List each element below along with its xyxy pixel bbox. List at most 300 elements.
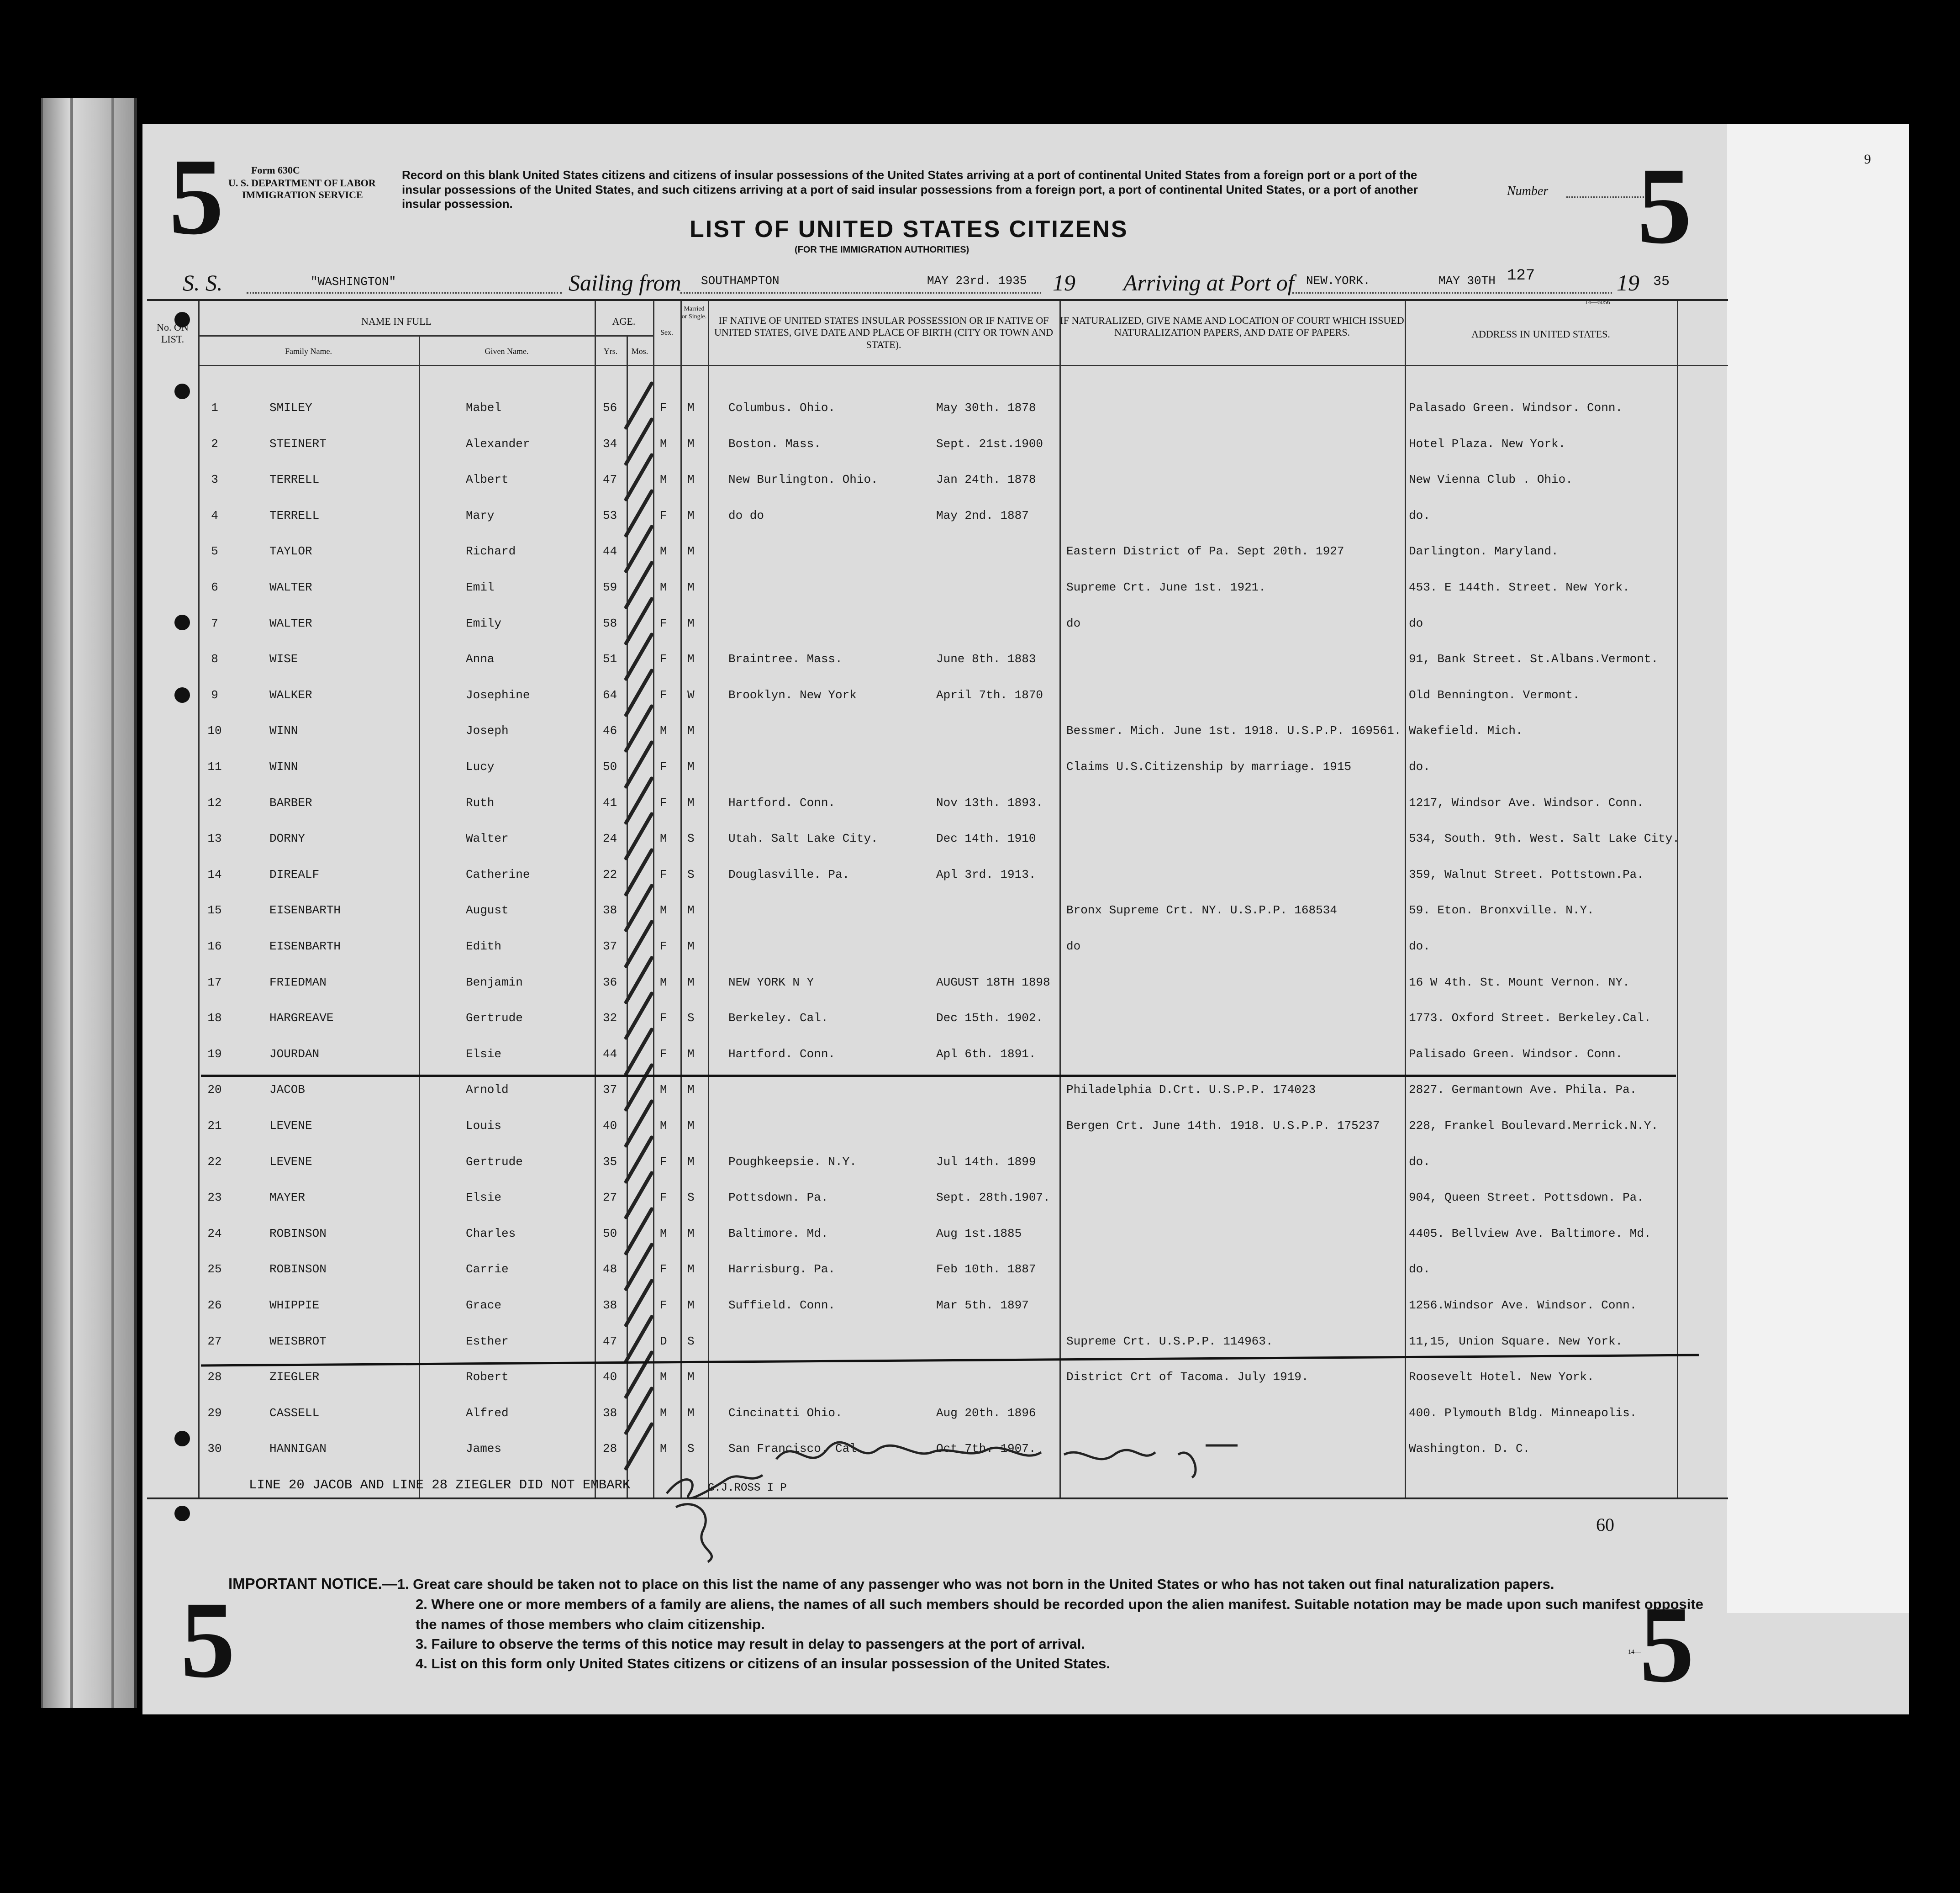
address: Palisado Green. Windsor. Conn.: [1409, 1047, 1623, 1061]
marital-status: M: [687, 401, 695, 415]
row-number: 5: [211, 544, 218, 559]
age-years: 38: [603, 903, 617, 917]
sailing-label: Sailing from: [569, 270, 681, 295]
sailing-field: [680, 292, 1041, 294]
col-name-header: NAME IN FULL: [361, 316, 432, 327]
important-notice: [228, 1573, 1703, 1674]
age-years: 38: [603, 1298, 617, 1312]
family-name: FRIEDMAN: [269, 975, 327, 989]
given-name: Elsie: [466, 1191, 502, 1205]
sex: F: [660, 1298, 667, 1312]
row-number: 26: [207, 1298, 222, 1312]
row-number: 4: [211, 508, 218, 522]
sex: M: [660, 1119, 667, 1133]
marital-status: M: [687, 975, 695, 989]
handwritten-marks: [767, 1432, 1270, 1482]
family-name: LEVENE: [269, 1155, 312, 1169]
family-name: JACOB: [269, 1083, 306, 1097]
naturalization: Supreme Crt. June 1st. 1921.: [1066, 580, 1266, 594]
corner-number-top-left: 5: [169, 136, 224, 257]
naturalization: Bronx Supreme Crt. NY. U.S.P.P. 168534: [1066, 903, 1337, 917]
address: 2827. Germantown Ave. Phila. Pa.: [1409, 1083, 1637, 1097]
birth-place: Berkeley. Cal.: [728, 1011, 828, 1025]
age-years: 47: [603, 1334, 617, 1348]
sex: M: [660, 1226, 667, 1240]
sex: F: [660, 616, 667, 630]
age-years: 64: [603, 688, 617, 702]
given-name: James: [466, 1442, 502, 1456]
given-name: Ruth: [466, 796, 495, 810]
address: 534, South. 9th. West. Salt Lake City.: [1409, 832, 1680, 846]
age-years: 38: [603, 1406, 617, 1420]
given-name: Mabel: [466, 401, 502, 415]
address: Wakefield. Mich.: [1409, 724, 1523, 738]
family-name: TERRELL: [269, 508, 320, 522]
arriving-year: 35: [1653, 274, 1670, 290]
row-number: 18: [207, 1011, 222, 1025]
marital-status: M: [687, 473, 695, 487]
address: do.: [1409, 1262, 1430, 1276]
family-name: WALTER: [269, 616, 312, 630]
address: 400. Plymouth Bldg. Minneapolis.: [1409, 1406, 1637, 1420]
sex: M: [660, 903, 667, 917]
binder-fold: [70, 98, 73, 1708]
sex: M: [660, 473, 667, 487]
age-years: 34: [603, 437, 617, 451]
naturalization: Supreme Crt. U.S.P.P. 114963.: [1066, 1334, 1273, 1348]
birth-date: Dec 14th. 1910: [936, 832, 1036, 846]
birth-date: Aug 1st.1885: [936, 1226, 1022, 1240]
family-name: LEVENE: [269, 1119, 312, 1133]
birth-date: May 30th. 1878: [936, 401, 1036, 415]
sex: M: [660, 1370, 667, 1384]
service-name: IMMIGRATION SERVICE: [242, 189, 363, 200]
did-not-embark-note: LINE 20 JACOB AND LINE 28 ZIEGLER DID NOT EMBARK: [249, 1477, 631, 1492]
family-name: EISENBARTH: [269, 903, 341, 917]
age-years: 46: [603, 724, 617, 738]
row-number: 13: [207, 832, 222, 846]
given-name: Joseph: [466, 724, 509, 738]
birth-place: Poughkeepsie. N.Y.: [728, 1155, 857, 1169]
age-years: 44: [603, 1047, 617, 1061]
age-years: 37: [603, 1083, 617, 1097]
birth-date: Oct 7th. 1907.: [936, 1442, 1036, 1456]
birth-place: Braintree. Mass.: [728, 652, 843, 666]
birth-date: Apl 6th. 1891.: [936, 1047, 1036, 1061]
sex: F: [660, 652, 667, 666]
given-name: Alfred: [466, 1406, 509, 1420]
address: 453. E 144th. Street. New York.: [1409, 580, 1630, 594]
birth-place: do do: [728, 508, 764, 522]
birth-date: Jan 24th. 1878: [936, 473, 1036, 487]
age-years: 40: [603, 1119, 617, 1133]
address: Hotel Plaza. New York.: [1409, 437, 1566, 451]
row-number: 7: [211, 616, 218, 630]
marital-status: M: [687, 1155, 695, 1169]
row-number: 29: [207, 1406, 222, 1420]
marital-status: M: [687, 760, 695, 774]
marital-status: M: [687, 1047, 695, 1061]
notice-label: IMPORTANT NOTICE.—: [228, 1575, 397, 1592]
birth-place: NEW YORK N Y: [728, 975, 814, 989]
birth-place: Utah. Salt Lake City.: [728, 832, 878, 846]
address: Darlington. Maryland.: [1409, 544, 1559, 559]
marital-status: S: [687, 1011, 695, 1025]
family-name: STEINERT: [269, 437, 327, 451]
address: 91, Bank Street. St.Albans.Vermont.: [1409, 652, 1659, 666]
row-number: 19: [207, 1047, 222, 1061]
address: 1217, Windsor Ave. Windsor. Conn.: [1409, 796, 1644, 810]
marital-status: M: [687, 437, 695, 451]
age-years: 27: [603, 1191, 617, 1205]
address: do.: [1409, 1155, 1430, 1169]
given-name: Josephine: [466, 688, 530, 702]
col-naturalized-header: IF NATURALIZED, GIVE NAME AND LOCATION OF COURT WHICH ISSUED NATURALIZATION PAPERS, AND DATE OF PAPERS.: [1060, 315, 1404, 338]
row-number: 23: [207, 1191, 222, 1205]
form-instructions: Record on this blank United States citizens and citizens of insular possessions of the United States arriving at a port of continental United States from a foreign port or a port of the insular possessions of the United States, and such citizens arriving at a port of said insular possessions from a foreign port, a port of continental United States, or a port of another insular possession.: [402, 168, 1418, 211]
number-label: Number: [1507, 184, 1549, 198]
family-name: WINN: [269, 760, 298, 774]
birth-place: Harrisburg. Pa.: [728, 1262, 836, 1276]
birth-place: Hartford. Conn.: [728, 796, 836, 810]
sex: F: [660, 401, 667, 415]
col-given-header: Given Name.: [485, 347, 529, 356]
arriving-date: MAY 30TH: [1438, 274, 1496, 288]
row-number: 6: [211, 580, 218, 594]
underlying-sheet: [1727, 124, 1909, 1613]
col-yrs-header: Yrs.: [603, 347, 618, 356]
col-mos-header: Mos.: [631, 347, 648, 356]
row-number: 2: [211, 437, 218, 451]
birth-date: Nov 13th. 1893.: [936, 796, 1043, 810]
given-name: Arnold: [466, 1083, 509, 1097]
age-years: 35: [603, 1155, 617, 1169]
birth-date: May 2nd. 1887: [936, 508, 1029, 522]
given-name: August: [466, 903, 509, 917]
birth-place: Pottsdown. Pa.: [728, 1191, 828, 1205]
marital-status: M: [687, 1406, 695, 1420]
ship-field: [247, 292, 562, 294]
marital-status: M: [687, 580, 695, 594]
marital-status: S: [687, 1334, 695, 1348]
marital-status: M: [687, 903, 695, 917]
given-name: Mary: [466, 508, 495, 522]
family-name: WINN: [269, 724, 298, 738]
given-name: Lucy: [466, 760, 495, 774]
sex: F: [660, 939, 667, 953]
marital-status: M: [687, 508, 695, 522]
col-family-header: Family Name.: [285, 347, 332, 356]
birth-place: Columbus. Ohio.: [728, 401, 836, 415]
row-number: 16: [207, 939, 222, 953]
address: 228, Frankel Boulevard.Merrick.N.Y.: [1409, 1119, 1659, 1133]
age-years: 22: [603, 867, 617, 881]
naturalization: do: [1066, 616, 1081, 630]
given-name: Carrie: [466, 1262, 509, 1276]
sex: F: [660, 760, 667, 774]
arriving-label: Arriving at Port of: [1123, 270, 1294, 295]
given-name: Richard: [466, 544, 516, 559]
given-name: Anna: [466, 652, 495, 666]
age-years: 37: [603, 939, 617, 953]
birth-date: Dec 15th. 1902.: [936, 1011, 1043, 1025]
sex: D: [660, 1334, 667, 1348]
given-name: Gertrude: [466, 1155, 523, 1169]
family-name: ROBINSON: [269, 1262, 327, 1276]
naturalization: Bessmer. Mich. June 1st. 1918. U.S.P.P. 169561.: [1066, 724, 1402, 738]
family-name: CASSELL: [269, 1406, 320, 1420]
row-number: 28: [207, 1370, 222, 1384]
sex: F: [660, 1047, 667, 1061]
birth-date: April 7th. 1870: [936, 688, 1043, 702]
row-number: 15: [207, 903, 222, 917]
col-divider: [595, 301, 596, 1498]
sex: F: [660, 1191, 667, 1205]
marital-status: M: [687, 1298, 695, 1312]
col-birth-header: IF NATIVE OF UNITED STATES INSULAR POSSESSION OR IF NATIVE OF UNITED STATES, GIVE DATE AND PLACE OF BIRTH (CITY OR TOWN AND STATE).: [714, 315, 1054, 350]
given-name: Robert: [466, 1370, 509, 1384]
printer-mark: 14—6056: [1585, 299, 1610, 306]
header-subrule: [198, 335, 653, 337]
corner-number-bottom-left: 5: [180, 1579, 235, 1700]
age-years: 50: [603, 1226, 617, 1240]
age-years: 58: [603, 616, 617, 630]
marital-status: S: [687, 1191, 695, 1205]
naturalization: District Crt of Tacoma. July 1919.: [1066, 1370, 1309, 1384]
notice-item-1: 1. Great care should be taken not to place on this list the name of any passenger who was not born in the United States or who has not taken out final naturalization papers.: [397, 1576, 1554, 1592]
page-title: LIST OF UNITED STATES CITIZENS: [690, 216, 1128, 243]
family-name: HANNIGAN: [269, 1442, 327, 1456]
naturalization: Philadelphia D.Crt. U.S.P.P. 174023: [1066, 1083, 1316, 1097]
sex: F: [660, 508, 667, 522]
col-age-header: AGE.: [612, 316, 636, 327]
naturalization: Eastern District of Pa. Sept 20th. 1927: [1066, 544, 1344, 559]
age-years: 28: [603, 1442, 617, 1456]
row-number: 17: [207, 975, 222, 989]
sex: M: [660, 832, 667, 846]
bottom-mark: 14—: [1628, 1649, 1641, 1656]
address: New Vienna Club . Ohio.: [1409, 473, 1573, 487]
header-rule: [198, 365, 1728, 366]
sailing-date: MAY 23rd. 1935: [927, 274, 1027, 288]
family-name: TAYLOR: [269, 544, 312, 559]
given-name: Charles: [466, 1226, 516, 1240]
family-name: BARBER: [269, 796, 312, 810]
age-years: 24: [603, 832, 617, 846]
marital-status: S: [687, 867, 695, 881]
birth-place: Boston. Mass.: [728, 437, 821, 451]
sex: F: [660, 1262, 667, 1276]
given-name: Gertrude: [466, 1011, 523, 1025]
age-years: 51: [603, 652, 617, 666]
given-name: Grace: [466, 1298, 502, 1312]
arriving-field: [1292, 292, 1612, 294]
family-name: TERRELL: [269, 473, 320, 487]
birth-date: Mar 5th. 1897: [936, 1298, 1029, 1312]
birth-place: Baltimore. Md.: [728, 1226, 828, 1240]
marital-status: M: [687, 616, 695, 630]
arriving-year-prefix: 19: [1617, 270, 1639, 295]
family-name: ZIEGLER: [269, 1370, 320, 1384]
sex: M: [660, 437, 667, 451]
col-divider: [1059, 301, 1061, 1498]
address: 4405. Bellview Ave. Baltimore. Md.: [1409, 1226, 1651, 1240]
col-divider: [1677, 301, 1678, 1498]
age-years: 40: [603, 1370, 617, 1384]
birth-place: New Burlington. Ohio.: [728, 473, 878, 487]
row-number: 10: [207, 724, 222, 738]
department-name: U. S. DEPARTMENT OF LABOR: [228, 177, 376, 189]
marital-status: M: [687, 544, 695, 559]
birth-date: Feb 10th. 1887: [936, 1262, 1036, 1276]
marital-status: M: [687, 1226, 695, 1240]
age-years: 32: [603, 1011, 617, 1025]
sex: M: [660, 1406, 667, 1420]
row-number: 1: [211, 401, 218, 415]
birth-place: Cincinatti Ohio.: [728, 1406, 843, 1420]
given-name: Emil: [466, 580, 495, 594]
row-number: 14: [207, 867, 222, 881]
sailing-port: SOUTHAMPTON: [701, 274, 780, 288]
sex: F: [660, 867, 667, 881]
address: do.: [1409, 760, 1430, 774]
punch-hole: [174, 1506, 190, 1521]
sex: F: [660, 1155, 667, 1169]
age-years: 56: [603, 401, 617, 415]
marital-status: M: [687, 1370, 695, 1384]
age-years: 53: [603, 508, 617, 522]
birth-place: Hartford. Conn.: [728, 1047, 836, 1061]
col-sex-header: Sex.: [660, 329, 673, 337]
birth-date: Jul 14th. 1899: [936, 1155, 1036, 1169]
row-number: 27: [207, 1334, 222, 1348]
sex: M: [660, 1442, 667, 1456]
col-address-header: ADDRESS IN UNITED STATES.: [1471, 328, 1610, 340]
naturalization: do: [1066, 939, 1081, 953]
age-years: 47: [603, 473, 617, 487]
given-name: Edith: [466, 939, 502, 953]
list-number: 127: [1507, 267, 1535, 285]
naturalization: Claims U.S.Citizenship by marriage. 1915: [1066, 760, 1352, 774]
address: 16 W 4th. St. Mount Vernon. NY.: [1409, 975, 1630, 989]
marital-status: M: [687, 724, 695, 738]
address: 11,15, Union Square. New York.: [1409, 1334, 1623, 1348]
family-name: DORNY: [269, 832, 306, 846]
address: 904, Queen Street. Pottsdown. Pa.: [1409, 1191, 1644, 1205]
birth-place: San Francisco. Cal.: [728, 1442, 864, 1456]
age-years: 48: [603, 1262, 617, 1276]
given-name: Louis: [466, 1119, 502, 1133]
col-divider: [419, 335, 420, 1498]
sex: M: [660, 544, 667, 559]
given-name: Walter: [466, 832, 509, 846]
address: Roosevelt Hotel. New York.: [1409, 1370, 1594, 1384]
family-name: WISE: [269, 652, 298, 666]
given-name: Esther: [466, 1334, 509, 1348]
family-name: WHIPPIE: [269, 1298, 320, 1312]
given-name: Elsie: [466, 1047, 502, 1061]
address: Washington. D. C.: [1409, 1442, 1530, 1456]
year-prefix: 19: [1053, 270, 1075, 295]
row-number: 25: [207, 1262, 222, 1276]
ship-name: "WASHINGTON": [311, 275, 396, 289]
marital-status: M: [687, 939, 695, 953]
page-number: 60: [1596, 1514, 1614, 1535]
age-years: 44: [603, 544, 617, 559]
address: 1773. Oxford Street. Berkeley.Cal.: [1409, 1011, 1651, 1025]
col-divider: [653, 301, 654, 1498]
birth-date: Sept. 28th.1907.: [936, 1191, 1050, 1205]
family-name: WALKER: [269, 688, 312, 702]
family-name: MAYER: [269, 1191, 306, 1205]
binder-strip: [41, 98, 137, 1708]
corner-number-bottom-right: 5: [1639, 1583, 1694, 1705]
given-name: Emily: [466, 616, 502, 630]
family-name: SMILEY: [269, 401, 312, 415]
birth-date: Aug 20th. 1896: [936, 1406, 1036, 1420]
marital-status: S: [687, 832, 695, 846]
address: do.: [1409, 508, 1430, 522]
col-no-header: No. ON LIST.: [157, 322, 189, 345]
address: 359, Walnut Street. Pottstown.Pa.: [1409, 867, 1644, 881]
row-number: 20: [207, 1083, 222, 1097]
family-name: WALTER: [269, 580, 312, 594]
notice-item-2: 2. Where one or more members of a family are aliens, the names of all such members should be recorded upon the alien manifest. Suitable notation may be made upon such manifest opposite the names of those members who claim citizenship.: [416, 1596, 1703, 1632]
strike-row-20: [201, 1075, 1676, 1077]
row-number: 12: [207, 796, 222, 810]
naturalization: Bergen Crt. June 14th. 1918. U.S.P.P. 175237: [1066, 1119, 1380, 1133]
given-name: Alexander: [466, 437, 530, 451]
marital-status: M: [687, 652, 695, 666]
age-years: 59: [603, 580, 617, 594]
row-number: 9: [211, 688, 218, 702]
address: Palasado Green. Windsor. Conn.: [1409, 401, 1623, 415]
birth-date: June 8th. 1883: [936, 652, 1036, 666]
sex: M: [660, 724, 667, 738]
col-married-header: Married or Single.: [681, 306, 707, 320]
marital-status: M: [687, 1119, 695, 1133]
family-name: EISENBARTH: [269, 939, 341, 953]
notice-item-3: 3. Failure to observe the terms of this notice may result in delay to passengers at the port of arrival.: [416, 1635, 1085, 1652]
row-number: 3: [211, 473, 218, 487]
arriving-port: NEW.YORK.: [1306, 274, 1370, 288]
row-number: 11: [207, 760, 222, 774]
marital-status: M: [687, 796, 695, 810]
address: Old Bennington. Vermont.: [1409, 688, 1580, 702]
birth-place: Brooklyn. New York: [728, 688, 857, 702]
given-name: Benjamin: [466, 975, 523, 989]
age-years: 36: [603, 975, 617, 989]
col-divider: [198, 301, 200, 1498]
sex: M: [660, 975, 667, 989]
address: 59. Eton. Bronxville. N.Y.: [1409, 903, 1594, 917]
age-years: 41: [603, 796, 617, 810]
binder-fold: [111, 98, 114, 1708]
address: 1256.Windsor Ave. Windsor. Conn.: [1409, 1298, 1637, 1312]
row-number: 30: [207, 1442, 222, 1456]
family-name: DIREALF: [269, 867, 320, 881]
sex: F: [660, 796, 667, 810]
sex: M: [660, 580, 667, 594]
row-number: 8: [211, 652, 218, 666]
birth-date: Apl 3rd. 1913.: [936, 867, 1036, 881]
form-number: Form 630C: [251, 164, 300, 176]
row-number: 24: [207, 1226, 222, 1240]
col-divider: [1405, 301, 1406, 1498]
sex: F: [660, 1011, 667, 1025]
family-name: ROBINSON: [269, 1226, 327, 1240]
family-name: HARGREAVE: [269, 1011, 334, 1025]
